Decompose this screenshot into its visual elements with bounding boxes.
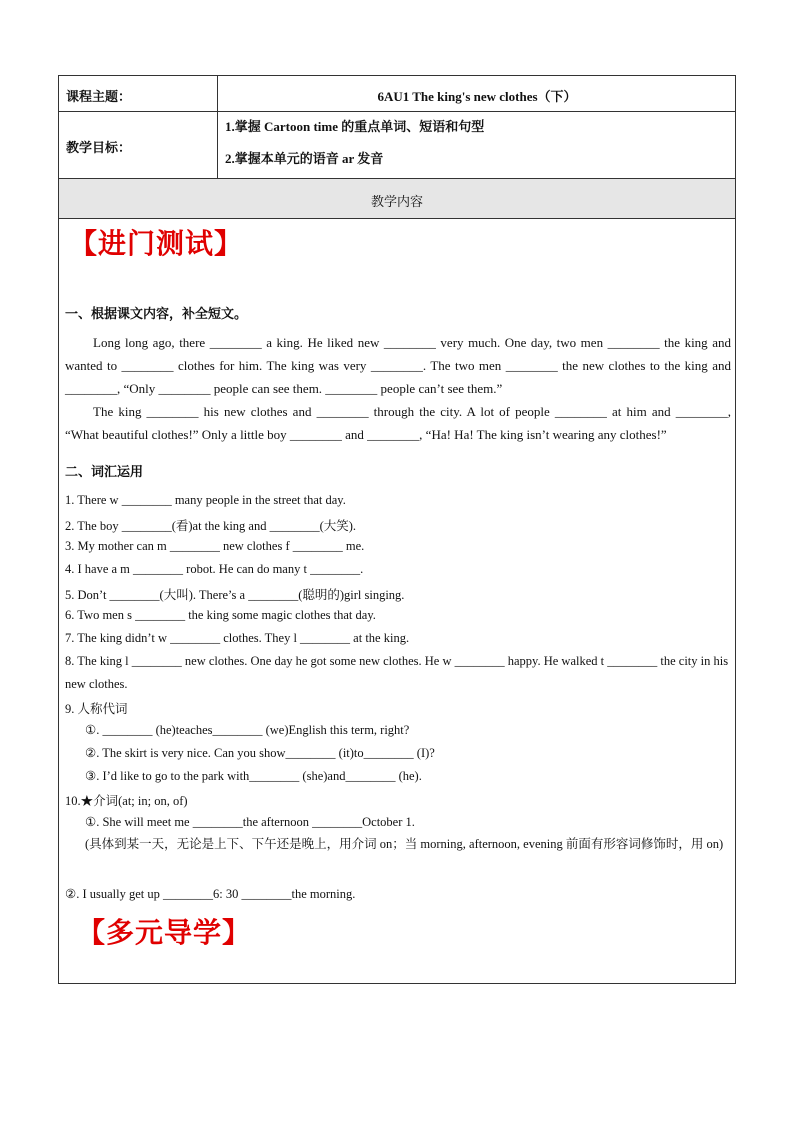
- goal-2: 2.掌握本单元的语音 ar 发音: [225, 151, 384, 166]
- question-6: 6. Two men s ________ the king some magic clothes that day.: [65, 608, 376, 622]
- lesson-topic: 6AU1 The king's new clothes（下）: [377, 89, 577, 104]
- question-5: 5. Don’t ________(大叫). There’s a ________(聪明的)girl singing.: [65, 588, 405, 602]
- question-10-a: ①. She will meet me ________the afternoon ________October 1.: [85, 815, 415, 829]
- goal-row: [59, 112, 735, 179]
- lesson-sheet: [58, 75, 736, 984]
- topic-row: [59, 76, 735, 112]
- section1-paragraph-2: The king ________ his new clothes and ________ through the city. A lot of people ________ at him and ________, “What beautiful clothes!” Only a little boy ________ and ________, “Ha! Ha! The king isn’t wearing any clothes!”: [65, 404, 731, 442]
- question-9-title: 9. 人称代词: [65, 702, 128, 716]
- topic-label: 课程主题：: [66, 90, 132, 105]
- question-9-a: ①. ________ (he)teaches________ (we)English this term, right?: [85, 723, 410, 737]
- question-10-b: ②. I usually get up ________6: 30 ________the morning.: [65, 887, 356, 901]
- content-header-row: [59, 179, 735, 219]
- question-8-text: 8. The king l ________ new clothes. One day he got some new clothes. He w ________ happy. He walked t ________ the city in his new clothes.: [65, 654, 729, 691]
- question-9-c: ③. I’d like to go to the park with________ (she)and________ (he).: [85, 769, 422, 783]
- question-7: 7. The king didn’t w ________ clothes. They l ________ at the king.: [65, 631, 410, 645]
- entry-test-banner: 【进门测试】: [69, 227, 244, 260]
- question-10-note: (具体到某一天，无论是上下、下午还是晚上，用介词 on；当 morning, afternoon, evening 前面有形容词修饰时，用 on): [85, 837, 724, 851]
- question-8: [65, 650, 731, 696]
- question-3: 3. My mother can m ________ new clothes f ________ me.: [65, 539, 365, 553]
- guided-learning-banner: 【多元导学】: [77, 916, 252, 949]
- question-2: 2. The boy ________(看)at the king and ________(大笑).: [65, 519, 357, 533]
- question-9-b: ②. The skirt is very nice. Can you show________ (it)to________ (I)?: [85, 746, 435, 760]
- column-divider: [217, 76, 218, 179]
- question-4: 4. I have a m ________ robot. He can do many t ________.: [65, 562, 364, 576]
- question-10-title: 10.★介词(at; in; on, of): [65, 794, 188, 808]
- section2-title: 二、词汇运用: [65, 465, 144, 480]
- question-1: 1. There w ________ many people in the street that day.: [65, 493, 346, 507]
- section1-paragraph-1: Long long ago, there ________ a king. He liked new ________ very much. One day, two men ________ the king and wanted to ________ clothes for him. The king was very ________. The two men ________ the new clothes to the king and ________, “Only ________ people can see them. ________ people can’t see them.”: [65, 335, 731, 396]
- goal-label: 教学目标：: [66, 141, 132, 156]
- section1-title: 一、根据课文内容，补全短文。: [65, 307, 248, 322]
- content-label: 教学内容: [370, 195, 423, 210]
- goal-1: 1.掌握 Cartoon time 的重点单词、短语和句型: [225, 119, 485, 134]
